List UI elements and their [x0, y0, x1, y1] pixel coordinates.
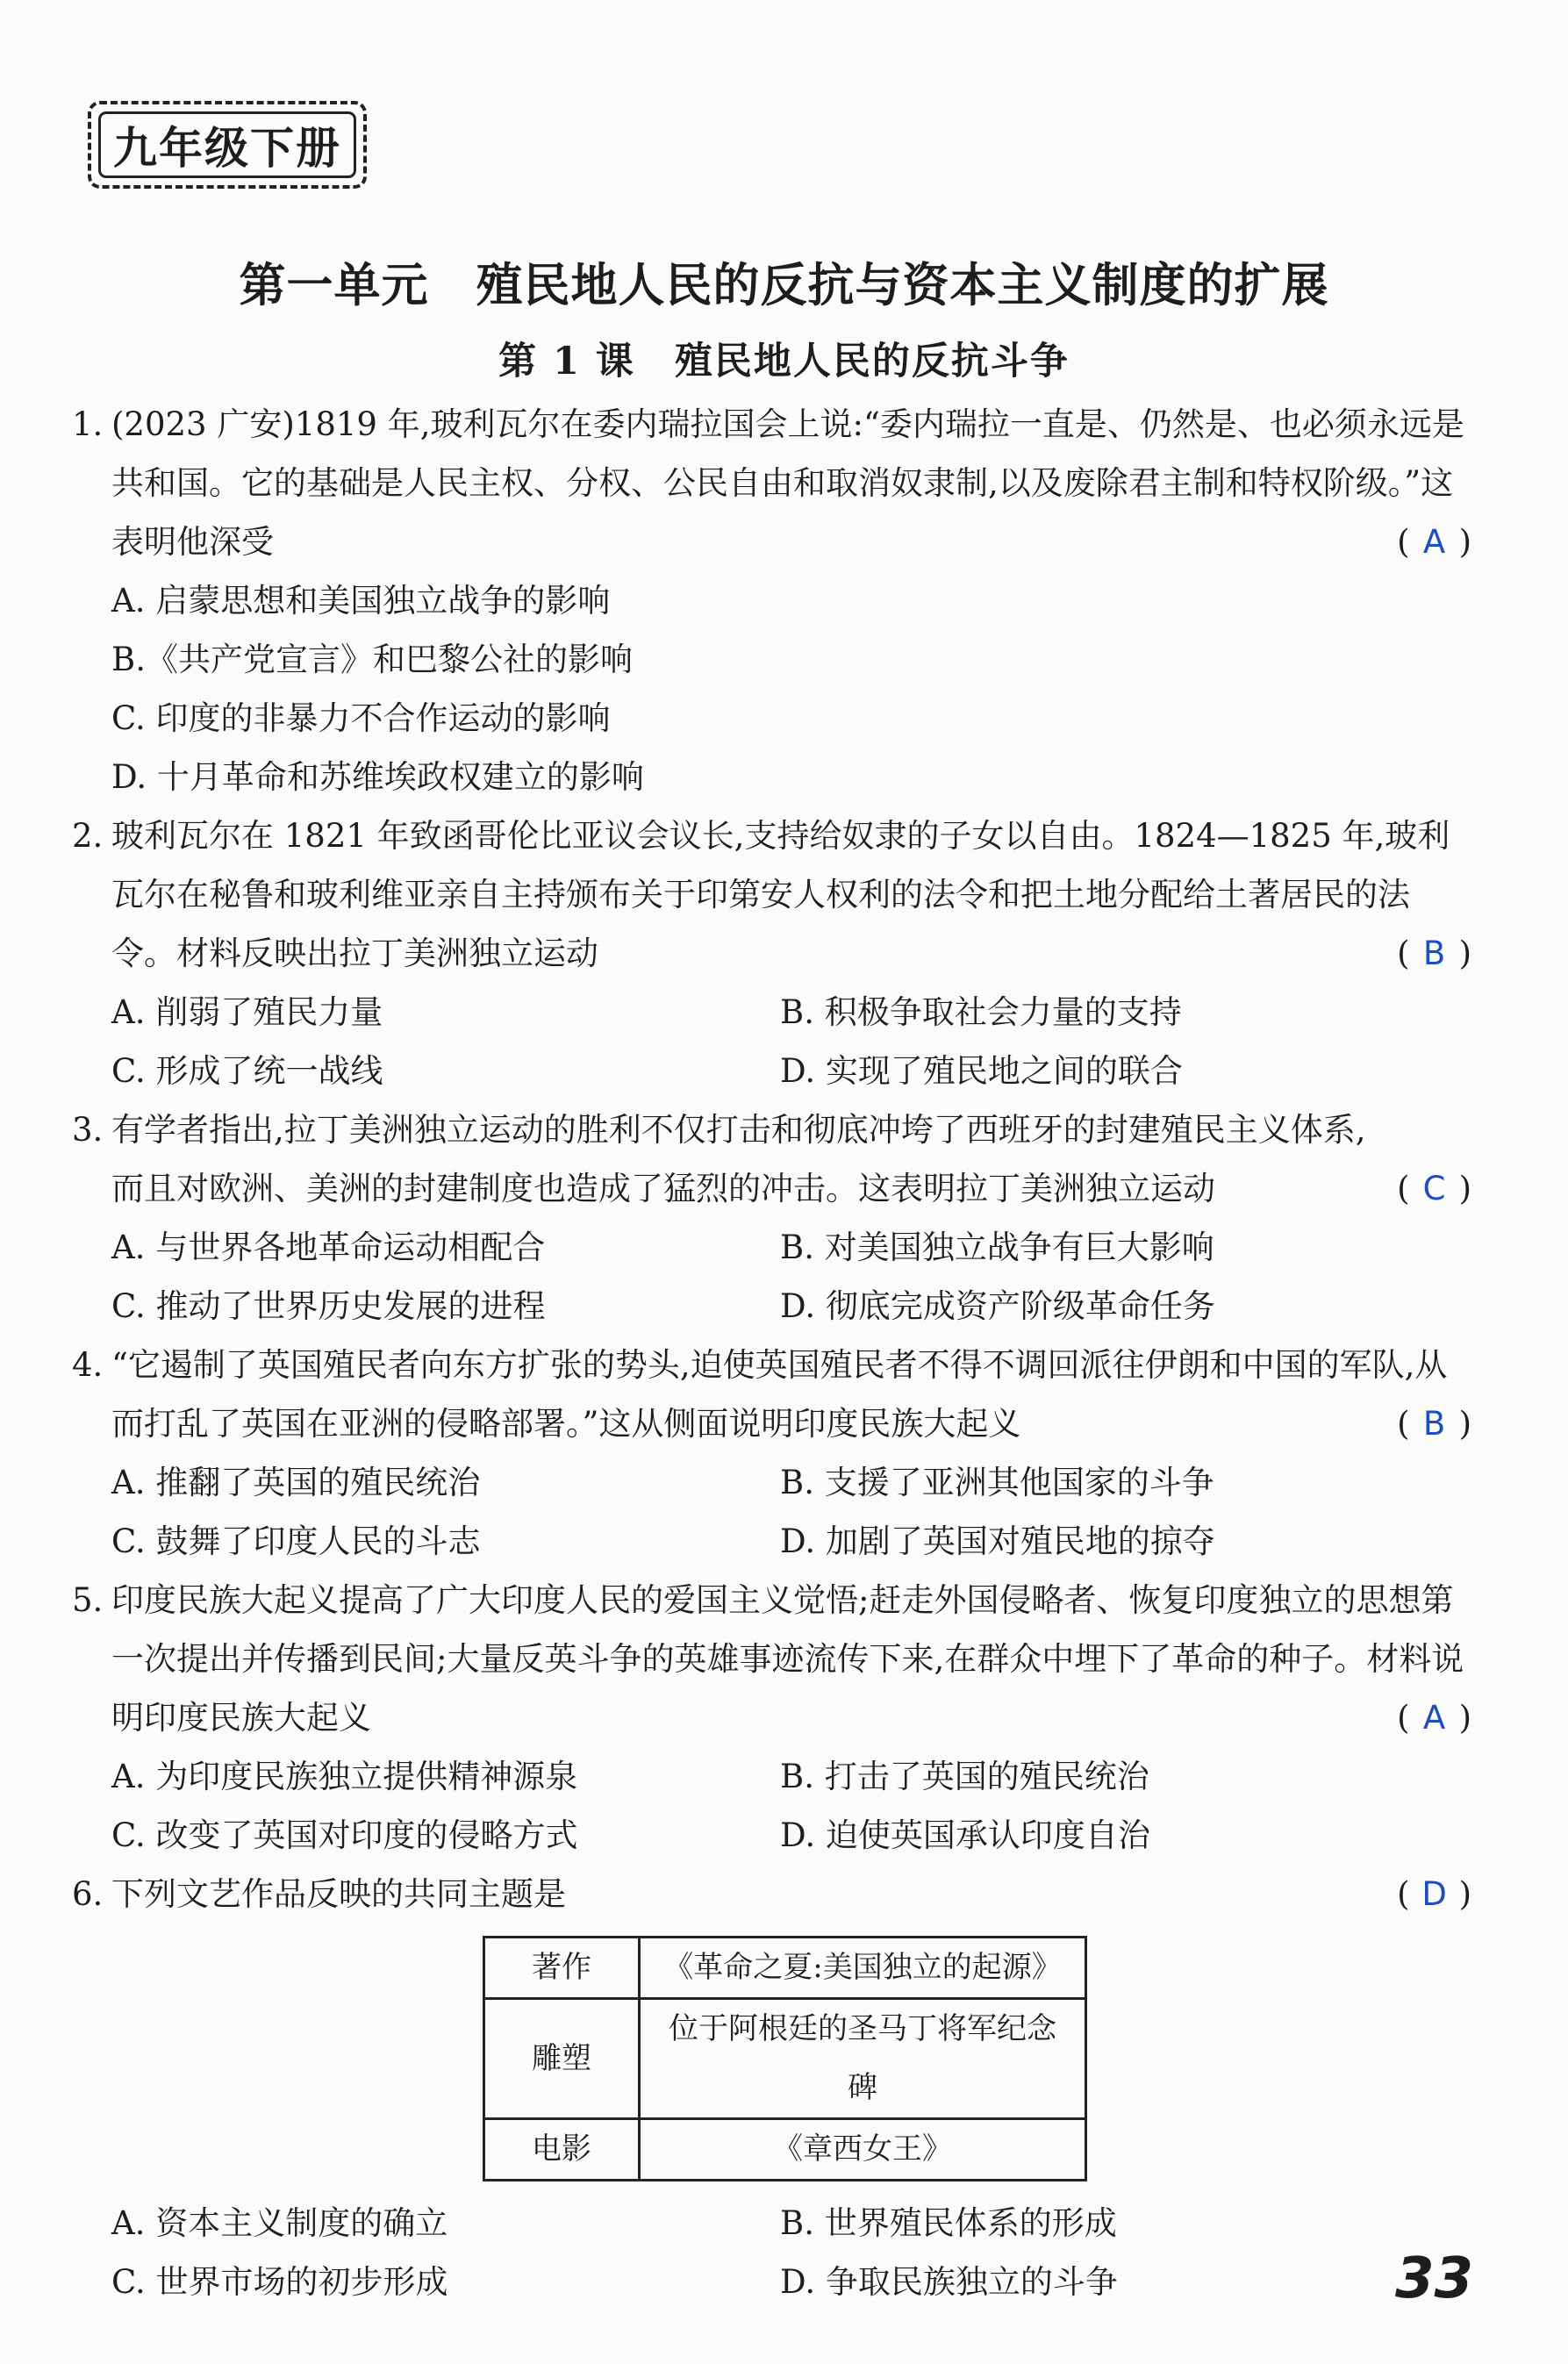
- lesson-title: 第 1 课 殖民地人民的反抗斗争: [498, 340, 1070, 383]
- answer-bracket: ( D ): [1366, 1865, 1471, 1923]
- option-c: C. 改变了英国对印度的侵略方式: [111, 1816, 578, 1854]
- unit-title: 第一单元 殖民地人民的反抗与资本主义制度的扩展: [239, 259, 1329, 312]
- answer-letter: A: [1422, 523, 1446, 561]
- option-c: C. 形成了统一战线: [111, 1052, 383, 1090]
- options: [72, 983, 1471, 1100]
- option-d: D. 实现了殖民地之间的联合: [780, 1052, 1183, 1090]
- question-text: “它遏制了英国殖民者向东方扩张的势头,迫使英国殖民者不得不调回派往伊朗和中国的军队,从而打乱了英国在亚洲的侵略部署。”这从侧面说明印度民族大起义: [111, 1346, 1448, 1443]
- table-row: [484, 1938, 1086, 1999]
- options: [72, 2194, 1471, 2311]
- works-table: [483, 1936, 1087, 2181]
- question-list: [72, 395, 1471, 2311]
- question-text: (2023 广安)1819 年,玻利瓦尔在委内瑞拉国会上说:“委内瑞拉一直是、仍然是、也必须永远是共和国。它的基础是人民主权、分权、公民自由和取消奴隶制,以及废除君主制和特权阶级。”这表明他深受: [111, 405, 1464, 561]
- answer-letter: B: [1422, 1405, 1446, 1443]
- option-a: A. 与世界各地革命运动相配合: [111, 1229, 546, 1266]
- question-stem: [72, 806, 1471, 983]
- option-b: B.《共产党宣言》和巴黎公社的影响: [111, 641, 633, 678]
- question-text: 印度民族大起义提高了广大印度人民的爱国主义觉悟;赶走外国侵略者、恢复印度独立的思想第一次提出并传播到民间;大量反英斗争的英雄事迹流传下来,在群众中埋下了革命的种子。材料说明印度民族大起义: [111, 1581, 1464, 1737]
- question-5: [72, 1571, 1471, 1865]
- table-row: [484, 2119, 1086, 2181]
- answer-letter: A: [1422, 1699, 1446, 1737]
- answer-bracket: ( B ): [1366, 924, 1471, 983]
- option-a: A. 启蒙思想和美国独立战争的影响: [111, 582, 611, 620]
- question-stem: [72, 1336, 1471, 1453]
- table-cell-type: 著作: [484, 1938, 640, 1999]
- options: [72, 1747, 1471, 1865]
- option-b: B. 世界殖民体系的形成: [780, 2204, 1117, 2242]
- question-stem: [72, 395, 1471, 571]
- options: [72, 1453, 1471, 1571]
- question-stem: [72, 1100, 1471, 1218]
- table-cell-type: 电影: [484, 2119, 640, 2181]
- option-a: A. 资本主义制度的确立: [111, 2204, 448, 2242]
- table-row: [484, 1999, 1086, 2119]
- option-d: D. 加剧了英国对殖民地的掠夺: [780, 1522, 1215, 1560]
- question-text: 玻利瓦尔在 1821 年致函哥伦比亚议会议长,支持给奴隶的子女以自由。1824—1825 年,玻利瓦尔在秘鲁和玻利维亚亲自主持颁布关于印第安人权利的法令和把土地分配给土著居民的法令。材料反映出拉丁美洲独立运动: [111, 817, 1450, 972]
- answer-letter: B: [1422, 935, 1446, 972]
- answer-letter: D: [1421, 1875, 1447, 1913]
- table-cell-work: 位于阿根廷的圣马丁将军纪念碑: [640, 1999, 1086, 2119]
- option-c: C. 推动了世界历史发展的进程: [111, 1287, 546, 1325]
- question-stem: [72, 1865, 1471, 1923]
- question-4: [72, 1336, 1471, 1571]
- question-2: [72, 806, 1471, 1100]
- question-text: 有学者指出,拉丁美洲独立运动的胜利不仅打击和彻底冲垮了西班牙的封建殖民主义体系,而且对欧洲、美洲的封建制度也造成了猛烈的冲击。这表明拉丁美洲独立运动: [111, 1111, 1366, 1207]
- option-c: C. 世界市场的初步形成: [111, 2263, 448, 2301]
- option-a: A. 推翻了英国的殖民统治: [111, 1464, 481, 1501]
- option-c: C. 鼓舞了印度人民的斗志: [111, 1522, 481, 1560]
- question-text: 下列文艺作品反映的共同主题是: [111, 1875, 566, 1913]
- answer-bracket: ( A ): [1366, 512, 1471, 571]
- option-b: B. 对美国独立战争有巨大影响: [780, 1229, 1214, 1266]
- table-cell-work: 《革命之夏:美国独立的起源》: [640, 1938, 1086, 1999]
- option-c: C. 印度的非暴力不合作运动的影响: [111, 699, 611, 737]
- question-number: 5.: [72, 1581, 104, 1619]
- question-number: 6.: [72, 1875, 104, 1913]
- question-1: [72, 395, 1471, 806]
- option-a: A. 削弱了殖民力量: [111, 993, 383, 1031]
- question-3: [72, 1100, 1471, 1336]
- question-number: 4.: [72, 1346, 104, 1384]
- option-d: D. 迫使英国承认印度自治: [780, 1816, 1150, 1854]
- table-cell-work: 《章西女王》: [640, 2119, 1086, 2181]
- question-number: 1.: [72, 405, 104, 443]
- option-d: D. 彻底完成资产阶级革命任务: [780, 1287, 1215, 1325]
- options: [72, 571, 1471, 806]
- grade-label: 九年级下册: [113, 123, 341, 174]
- option-d: D. 十月革命和苏维埃政权建立的影响: [111, 758, 644, 796]
- page-number: 33: [1394, 2246, 1473, 2311]
- table-cell-type: 雕塑: [484, 1999, 640, 2119]
- answer-bracket: ( A ): [1366, 1688, 1471, 1747]
- option-a: A. 为印度民族独立提供精神源泉: [111, 1758, 578, 1795]
- question-number: 3.: [72, 1111, 104, 1149]
- question-number: 2.: [72, 817, 104, 855]
- option-b: B. 积极争取社会力量的支持: [780, 993, 1182, 1031]
- option-b: B. 打击了英国的殖民统治: [780, 1758, 1149, 1795]
- question-6: [72, 1865, 1471, 2311]
- answer-bracket: ( C ): [1366, 1159, 1471, 1218]
- answer-bracket: ( B ): [1366, 1394, 1471, 1453]
- grade-tag: [88, 101, 367, 189]
- options: [72, 1218, 1471, 1336]
- option-b: B. 支援了亚洲其他国家的斗争: [780, 1464, 1214, 1501]
- answer-letter: C: [1422, 1170, 1446, 1207]
- question-stem: [72, 1571, 1471, 1747]
- option-d: D. 争取民族独立的斗争: [780, 2263, 1118, 2301]
